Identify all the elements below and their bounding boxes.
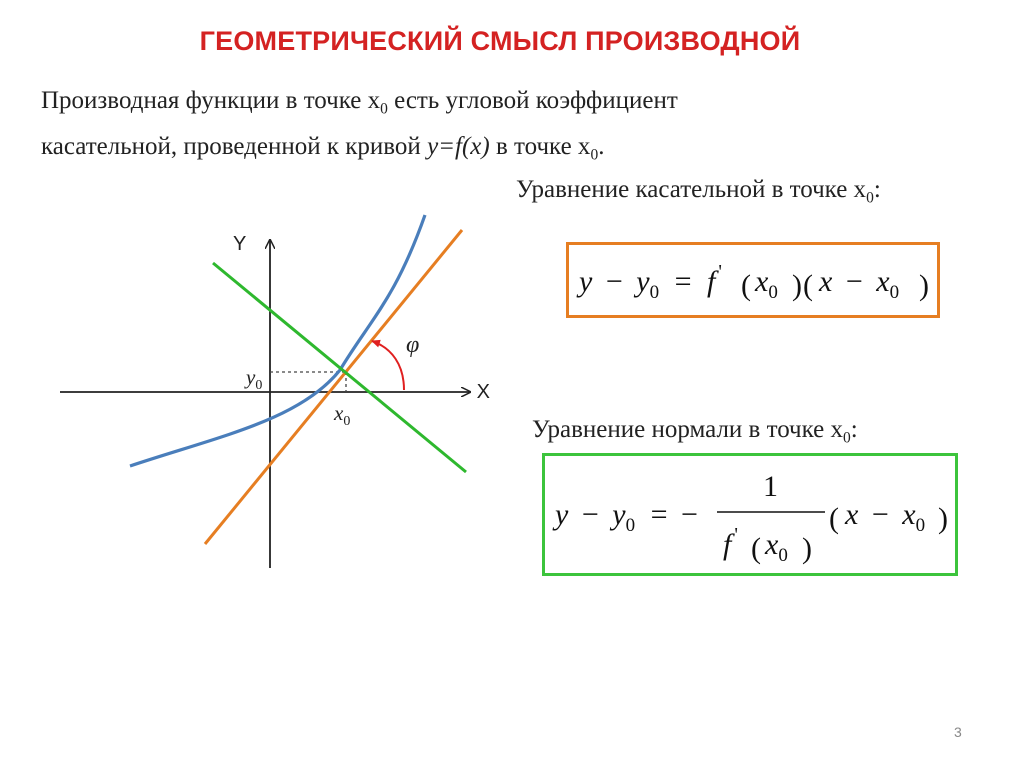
normal-equation-label: Уравнение нормали в точке $x_0$: bbox=[532, 416, 858, 447]
slide-title: ГЕОМЕТРИЧЕСКИЙ СМЫСЛ ПРОИЗВОДНОЙ bbox=[199, 26, 801, 56]
y0-label: $y_0$ bbox=[246, 365, 263, 393]
definition-line-2: касательной, проведенной к кривой y=f(x) в точке $x_0$. bbox=[41, 133, 605, 164]
svg-text:): ) bbox=[938, 502, 948, 535]
svg-text:): ) bbox=[919, 269, 929, 302]
svg-text:x − x0: x − $x_0$ bbox=[819, 265, 900, 303]
page-number: 3 bbox=[954, 724, 962, 740]
tangent-formula bbox=[569, 245, 937, 315]
svg-text:f': f ' bbox=[723, 524, 738, 561]
svg-text:x0: $x_0$ bbox=[755, 265, 778, 303]
fraction-numerator: 1 bbox=[763, 470, 778, 503]
x0-label: $x_0$ bbox=[334, 401, 351, 429]
x-axis-label: X bbox=[476, 381, 490, 403]
tangent-line bbox=[205, 230, 462, 544]
function-curve bbox=[130, 215, 425, 466]
svg-text:(: ( bbox=[741, 269, 751, 302]
svg-text:(: ( bbox=[751, 532, 761, 565]
angle-label: φ bbox=[406, 332, 420, 358]
svg-text:(: ( bbox=[803, 269, 813, 302]
svg-text:): ) bbox=[792, 269, 802, 302]
function-notation: y=f(x) bbox=[427, 133, 490, 161]
svg-text:y − y0 =: y − $y_0$ = f ' bbox=[579, 261, 722, 303]
derivative-graph bbox=[50, 200, 490, 580]
svg-text:y − y0 =: y − $y_0$ = − bbox=[555, 498, 698, 536]
normal-formula-box bbox=[542, 453, 958, 576]
svg-text:(: ( bbox=[829, 502, 839, 535]
svg-text:x − x0: x − $x_0$ bbox=[845, 498, 926, 536]
tangent-equation-label: Уравнение касательной в точке $x_0$: bbox=[516, 176, 881, 207]
svg-text:): ) bbox=[802, 532, 812, 565]
svg-text:x0: $x_0$ bbox=[765, 528, 788, 566]
definition-text bbox=[41, 82, 921, 175]
definition-line-1: Производная функции в точке $x_0$ есть угловой коэффициент bbox=[41, 87, 678, 118]
angle-arc bbox=[372, 341, 404, 390]
y-axis-label: Y bbox=[233, 233, 247, 255]
normal-formula bbox=[545, 456, 955, 573]
tangent-formula-box bbox=[566, 242, 940, 318]
